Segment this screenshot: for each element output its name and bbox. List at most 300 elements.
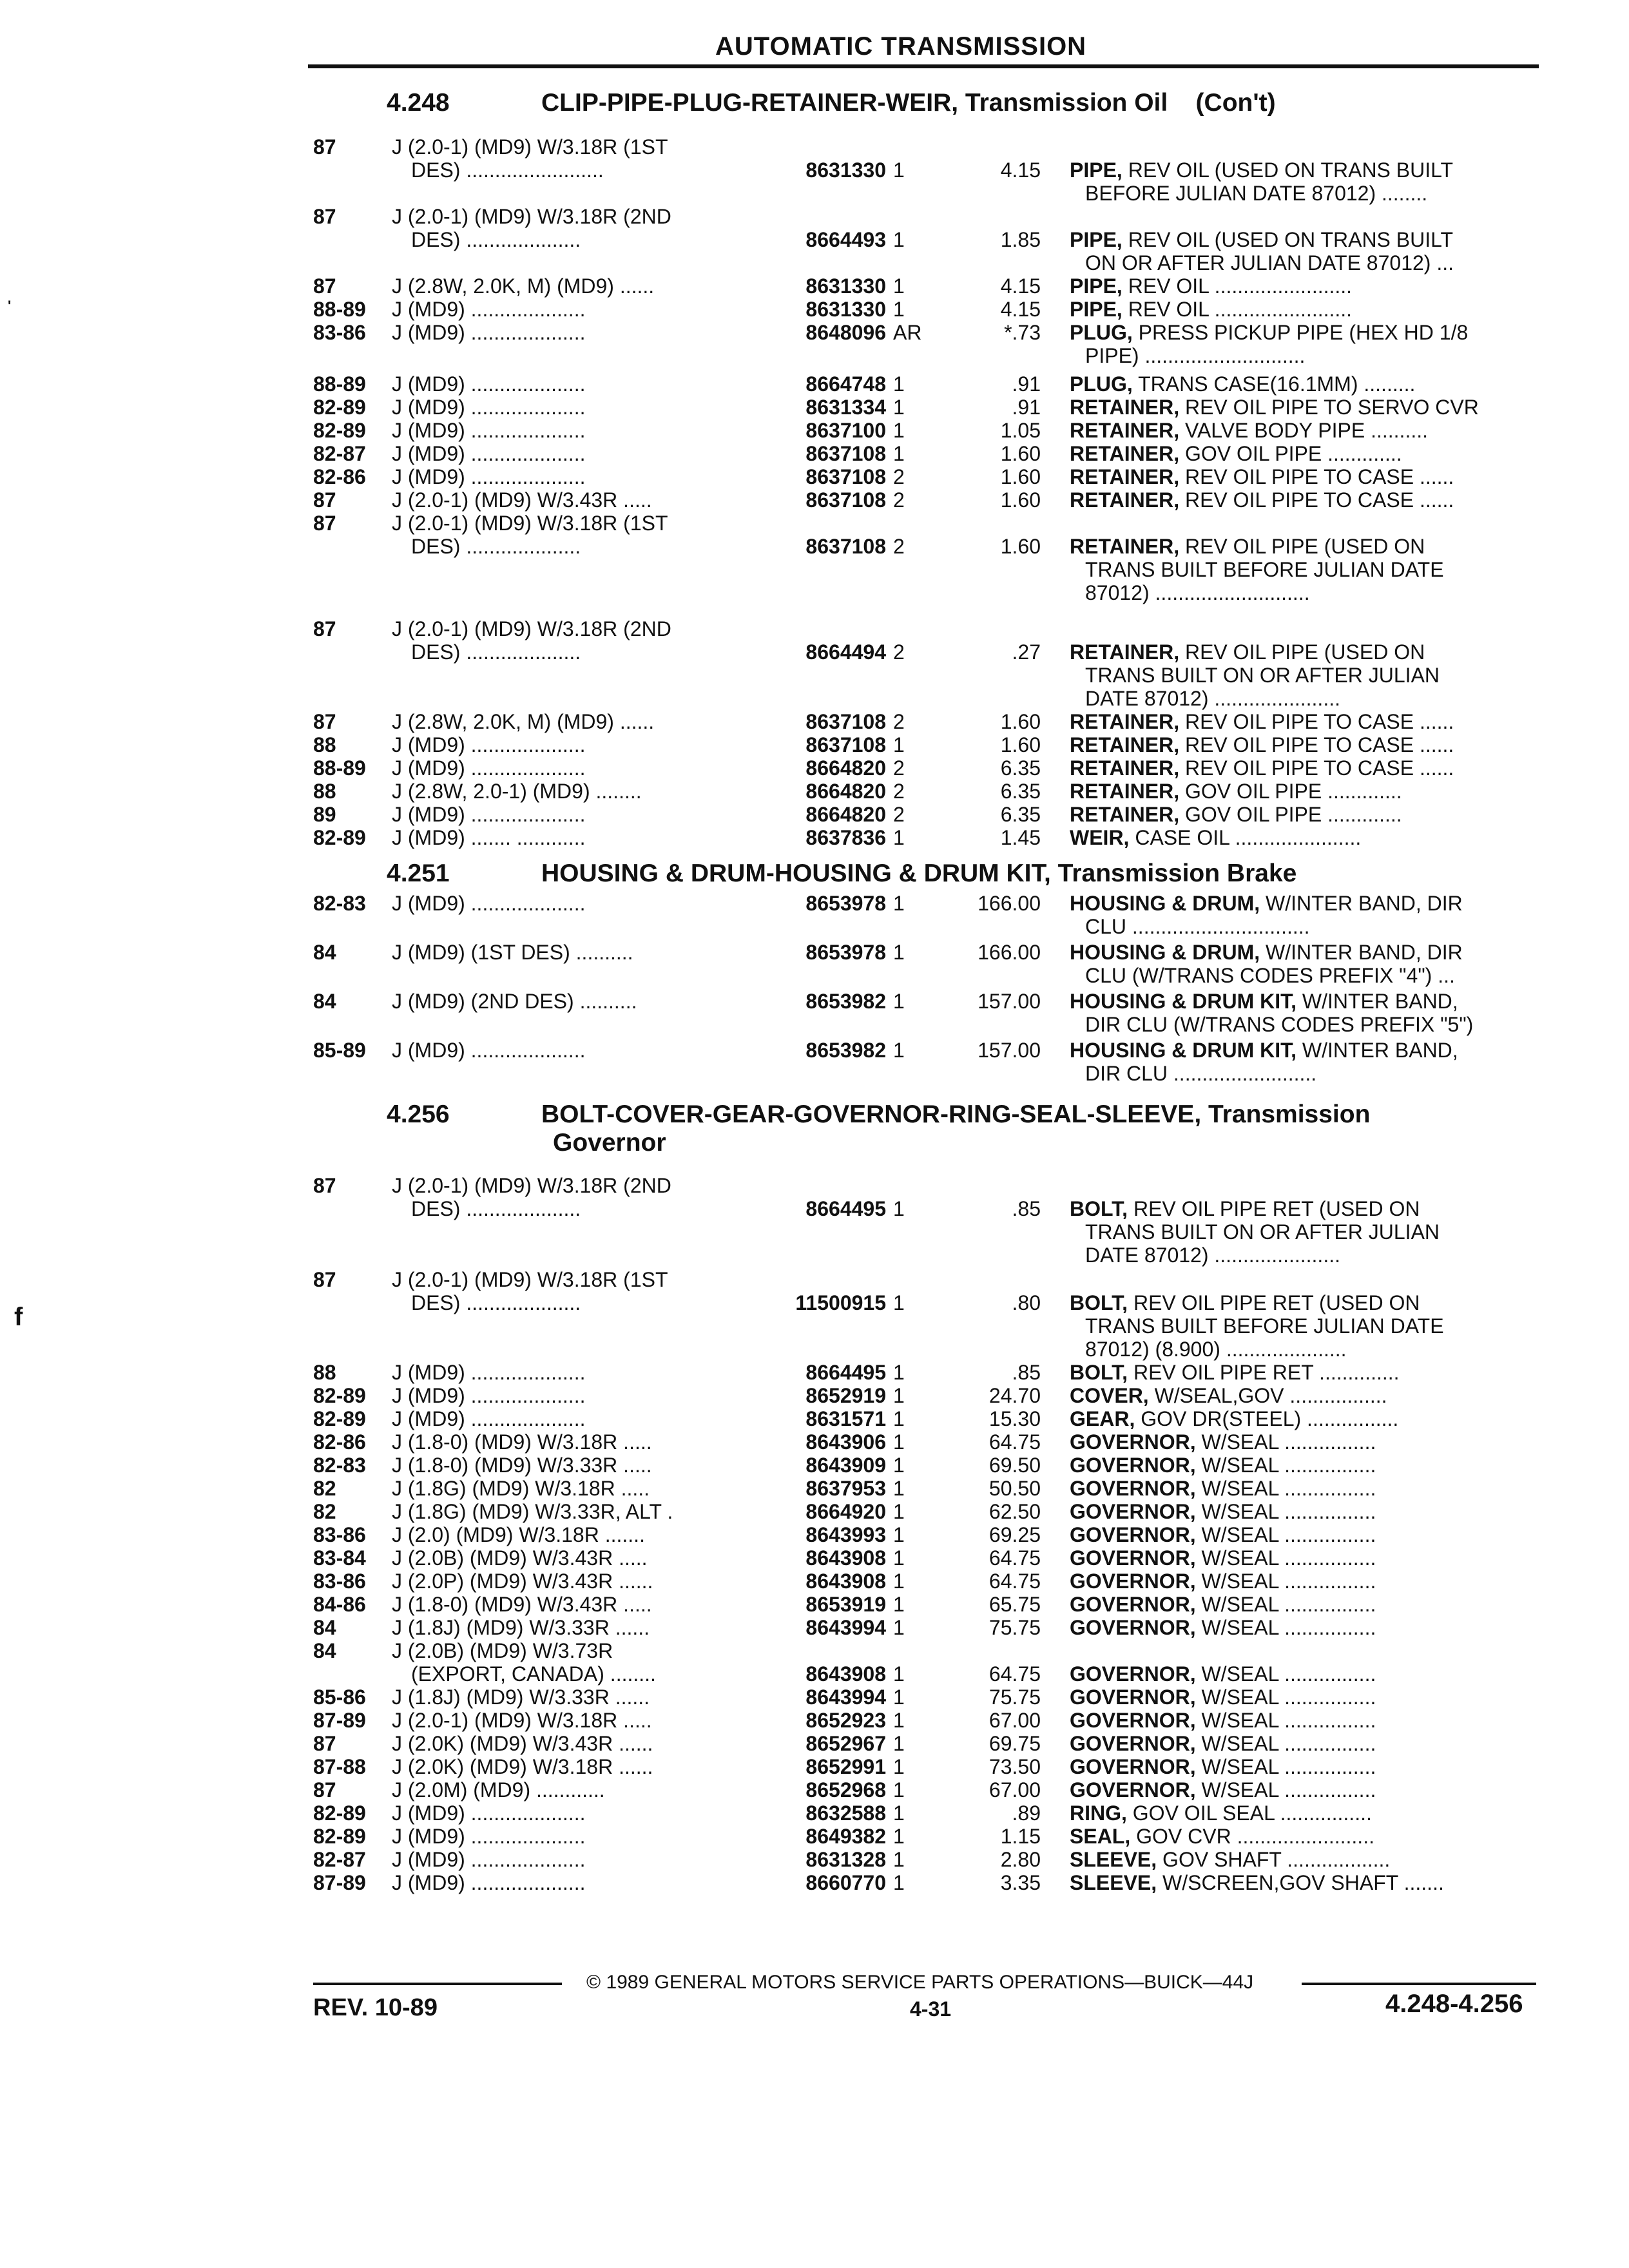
footer-revision: REV. 10-89 [313, 1994, 438, 2021]
description-line-1: REV OIL (USED ON TRANS BUILT [1128, 159, 1454, 182]
part-name: BOLT, [1070, 1291, 1128, 1314]
margin-mark: ' [8, 298, 12, 314]
part-number: 8664820 [805, 756, 886, 780]
section-number: 4.248 [387, 89, 450, 117]
description-line-1: REV OIL PIPE TO CASE ...... [1184, 733, 1454, 756]
model-line-1: J (1.8-0) (MD9) W/3.18R ..... [392, 1430, 652, 1454]
part-description [1070, 780, 1540, 803]
model-line-1: J (2.0P) (MD9) W/3.43R ...... [392, 1570, 653, 1593]
description-line-1: W/SEAL ................ [1201, 1500, 1376, 1523]
model-years: 82-89 [313, 1825, 366, 1848]
part-description [1070, 1384, 1540, 1407]
quantity: 2 [893, 465, 905, 488]
part-name: RETAINER, [1070, 465, 1180, 488]
description-line-1: W/INTER BAND, [1302, 1039, 1458, 1062]
description-line-1: REV OIL PIPE TO CASE ...... [1184, 465, 1454, 488]
part-number: 8664495 [805, 1197, 886, 1220]
part-name: BOLT, [1070, 1197, 1128, 1220]
model-line-1: J (2.8W, 2.0K, M) (MD9) ...... [392, 274, 655, 298]
model-line-1: J (2.0-1) (MD9) W/3.18R (1ST [392, 135, 668, 159]
part-number: 8637108 [805, 465, 886, 488]
price: 67.00 [988, 1778, 1041, 1802]
model-years: 87 [313, 135, 336, 159]
header-rule [308, 64, 1539, 68]
model-line-1: J (2.0-1) (MD9) W/3.18R (2ND [392, 1174, 671, 1197]
description-line-2: BEFORE JULIAN DATE 87012) ........ [1085, 182, 1428, 205]
quantity: 1 [893, 1662, 905, 1686]
model-application [392, 372, 740, 396]
part-number: 8652967 [805, 1732, 886, 1755]
part-name: GOVERNOR, [1070, 1755, 1196, 1778]
model-line-1: J (MD9) .................... [392, 442, 586, 465]
price: 4.15 [1000, 159, 1041, 182]
price: .89 [1012, 1802, 1041, 1825]
description-line-1: CASE OIL ...................... [1135, 826, 1362, 849]
model-line-2: DES) .................... [411, 640, 581, 664]
part-number: 8643908 [805, 1546, 886, 1570]
price: 1.60 [1000, 535, 1041, 558]
part-name: RETAINER, [1070, 396, 1180, 419]
part-name: WEIR, [1070, 826, 1130, 849]
model-line-1: J (MD9) .................... [392, 1848, 586, 1871]
quantity: 1 [893, 1848, 905, 1871]
footer-section-range: 4.248-4.256 [1385, 1990, 1523, 2018]
model-line-1: J (MD9) (1ST DES) .......... [392, 941, 633, 964]
model-years: 87 [313, 617, 336, 640]
model-years: 87 [313, 1174, 336, 1197]
quantity: 1 [893, 298, 905, 321]
model-years: 82-89 [313, 419, 366, 442]
model-years: 82-89 [313, 396, 366, 419]
model-years: 84 [313, 1616, 336, 1639]
part-number: 8643908 [805, 1570, 886, 1593]
part-name: PLUG, [1070, 321, 1133, 344]
quantity: 1 [893, 1778, 905, 1802]
part-name: GOVERNOR, [1070, 1709, 1196, 1732]
part-name: RETAINER, [1070, 419, 1180, 442]
part-number: 8653982 [805, 1039, 886, 1062]
model-application [392, 465, 740, 488]
section-title: BOLT-COVER-GEAR-GOVERNOR-RING-SEAL-SLEEVE, Transmission [541, 1100, 1371, 1128]
model-application [392, 1709, 740, 1732]
model-application [392, 298, 740, 321]
model-application [392, 512, 740, 558]
description-line-1: REV OIL ........................ [1128, 274, 1353, 298]
part-name: GOVERNOR, [1070, 1686, 1196, 1709]
part-description [1070, 1477, 1540, 1500]
footer-copyright: © 1989 GENERAL MOTORS SERVICE PARTS OPERATIONS—BUICK—44J [586, 1972, 1254, 1993]
quantity: 1 [893, 1039, 905, 1062]
model-years: 84 [313, 1639, 336, 1662]
price: 4.15 [1000, 274, 1041, 298]
part-number: 8637836 [805, 826, 886, 849]
part-number: 8631330 [805, 274, 886, 298]
part-number: 8653978 [805, 892, 886, 915]
part-number: 8637100 [805, 419, 886, 442]
quantity: 1 [893, 442, 905, 465]
part-number: 8664748 [805, 372, 886, 396]
model-line-1: J (2.0-1) (MD9) W/3.18R (1ST [392, 1268, 668, 1291]
part-number: 8664920 [805, 1500, 886, 1523]
part-description [1070, 1755, 1540, 1778]
price: 64.75 [988, 1662, 1041, 1686]
price: 166.00 [978, 941, 1041, 964]
part-name: GOVERNOR, [1070, 1454, 1196, 1477]
footer-page-number: 4-31 [910, 1997, 952, 2021]
part-number: 8652919 [805, 1384, 886, 1407]
description-line-1: VALVE BODY PIPE .......... [1184, 419, 1428, 442]
model-application [392, 1174, 740, 1220]
part-name: HOUSING & DRUM, [1070, 941, 1260, 964]
model-years: 82-89 [313, 826, 366, 849]
price: 73.50 [988, 1755, 1041, 1778]
description-line-1: GOV OIL SEAL ................ [1132, 1802, 1372, 1825]
description-line-1: W/SEAL ................ [1201, 1686, 1376, 1709]
footer-rule-left [313, 1983, 562, 1985]
part-number: 8637108 [805, 442, 886, 465]
description-line-1: REV OIL PIPE TO CASE ...... [1184, 756, 1454, 780]
part-description [1070, 372, 1540, 396]
part-number: 8643909 [805, 1454, 886, 1477]
model-application [392, 892, 740, 915]
model-application [392, 780, 740, 803]
model-line-1: J (MD9) .................... [392, 1407, 586, 1430]
description-line-1: REV OIL PIPE TO CASE ...... [1184, 710, 1454, 733]
description-line-1: REV OIL PIPE TO CASE ...... [1184, 488, 1454, 512]
description-line-1: W/SEAL ................ [1201, 1732, 1376, 1755]
price: .85 [1012, 1361, 1041, 1384]
quantity: 1 [893, 1361, 905, 1384]
description-line-1: REV OIL PIPE TO SERVO CVR [1184, 396, 1479, 419]
model-application [392, 488, 740, 512]
part-name: GOVERNOR, [1070, 1523, 1196, 1546]
part-description [1070, 1570, 1540, 1593]
model-application [392, 321, 740, 344]
part-description [1070, 1361, 1540, 1384]
model-line-1: J (MD9) .................... [392, 1039, 586, 1062]
model-line-1: J (2.0-1) (MD9) W/3.18R (2ND [392, 617, 671, 640]
quantity: 1 [893, 159, 905, 182]
part-name: RETAINER, [1070, 535, 1180, 558]
part-description [1070, 1616, 1540, 1639]
part-number: 8637108 [805, 488, 886, 512]
model-years: 88-89 [313, 756, 366, 780]
model-line-1: J (MD9) .................... [392, 756, 586, 780]
model-years: 82 [313, 1477, 336, 1500]
model-years: 84 [313, 941, 336, 964]
part-name: GOVERNOR, [1070, 1546, 1196, 1570]
price: 6.35 [1000, 803, 1041, 826]
quantity: 1 [893, 1755, 905, 1778]
part-description [1070, 1686, 1540, 1709]
part-description [1070, 1430, 1540, 1454]
model-line-1: J (1.8J) (MD9) W/3.33R ...... [392, 1616, 650, 1639]
quantity: 1 [893, 419, 905, 442]
model-application [392, 396, 740, 419]
quantity: 1 [893, 1732, 905, 1755]
description-line-3: 87012) (8.900) ..................... [1085, 1338, 1347, 1361]
part-name: RETAINER, [1070, 640, 1180, 664]
price: 1.60 [1000, 465, 1041, 488]
model-line-2: DES) .................... [411, 228, 581, 251]
quantity: 2 [893, 535, 905, 558]
part-name: HOUSING & DRUM, [1070, 892, 1260, 915]
model-line-1: J (2.0) (MD9) W/3.18R ....... [392, 1523, 645, 1546]
price: 64.75 [988, 1570, 1041, 1593]
part-name: SLEEVE, [1070, 1871, 1157, 1894]
price: 24.70 [988, 1384, 1041, 1407]
description-line-1: TRANS CASE(16.1MM) ......... [1138, 372, 1416, 396]
description-line-1: W/SEAL ................ [1201, 1477, 1376, 1500]
model-years: 82-83 [313, 892, 366, 915]
description-line-2: TRANS BUILT ON OR AFTER JULIAN [1085, 1220, 1440, 1244]
part-name: SEAL, [1070, 1825, 1131, 1848]
model-application [392, 1454, 740, 1477]
part-description [1070, 396, 1540, 419]
description-line-2: CLU ............................... [1085, 915, 1310, 938]
part-description [1070, 1802, 1540, 1825]
model-application [392, 803, 740, 826]
price: 157.00 [978, 1039, 1041, 1062]
part-description [1070, 465, 1540, 488]
part-description [1070, 1523, 1540, 1546]
description-line-1: W/SEAL ................ [1201, 1430, 1376, 1454]
part-number: 8649382 [805, 1825, 886, 1848]
part-name: GOVERNOR, [1070, 1662, 1196, 1686]
part-number: 8664495 [805, 1361, 886, 1384]
model-years: 82-87 [313, 1848, 366, 1871]
quantity: 1 [893, 1593, 905, 1616]
part-name: GOVERNOR, [1070, 1570, 1196, 1593]
part-name: HOUSING & DRUM KIT, [1070, 990, 1296, 1013]
part-name: PIPE, [1070, 274, 1123, 298]
part-number: 8631334 [805, 396, 886, 419]
section-title: HOUSING & DRUM-HOUSING & DRUM KIT, Transmission Brake [541, 860, 1297, 887]
price: 3.35 [1000, 1871, 1041, 1894]
description-line-1: PRESS PICKUP PIPE (HEX HD 1/8 [1138, 321, 1469, 344]
price: 2.80 [1000, 1848, 1041, 1871]
section-heading-4-248 [387, 89, 1276, 117]
part-description [1070, 1039, 1540, 1085]
part-description [1070, 1825, 1540, 1848]
quantity: 1 [893, 1430, 905, 1454]
model-application [392, 1686, 740, 1709]
description-line-1: W/SEAL ................ [1201, 1570, 1376, 1593]
quantity: 1 [893, 1197, 905, 1220]
model-line-2: DES) .................... [411, 1197, 581, 1220]
price: 15.30 [988, 1407, 1041, 1430]
description-line-1: W/SEAL ................ [1201, 1662, 1376, 1686]
part-name: GOVERNOR, [1070, 1732, 1196, 1755]
model-line-1: J (MD9) (2ND DES) .......... [392, 990, 637, 1013]
section-number: 4.251 [387, 860, 450, 887]
description-line-2: CLU (W/TRANS CODES PREFIX "4") ... [1085, 964, 1455, 987]
model-years: 85-89 [313, 1039, 366, 1062]
part-description [1070, 1732, 1540, 1755]
part-name: GOVERNOR, [1070, 1616, 1196, 1639]
model-line-1: J (MD9) .................... [392, 1802, 586, 1825]
description-line-1: W/SEAL ................ [1201, 1755, 1376, 1778]
part-description [1070, 710, 1540, 733]
description-line-1: W/INTER BAND, [1302, 990, 1458, 1013]
model-years: 84 [313, 990, 336, 1013]
quantity: AR [893, 321, 922, 344]
part-number: 8631328 [805, 1848, 886, 1871]
model-years: 88 [313, 733, 336, 756]
model-application [392, 419, 740, 442]
part-description [1070, 1662, 1540, 1686]
quantity: 2 [893, 803, 905, 826]
price: .91 [1012, 372, 1041, 396]
model-application [392, 1523, 740, 1546]
model-line-1: J (2.0M) (MD9) ............ [392, 1778, 605, 1802]
model-line-1: J (2.0-1) (MD9) W/3.18R (1ST [392, 512, 668, 535]
part-description [1070, 321, 1540, 367]
part-description [1070, 941, 1540, 987]
quantity: 1 [893, 1454, 905, 1477]
section-heading-4-251 [387, 860, 1296, 888]
model-application [392, 1802, 740, 1825]
part-description [1070, 803, 1540, 826]
model-years: 88-89 [313, 372, 366, 396]
quantity: 1 [893, 1523, 905, 1546]
description-line-1: W/SEAL ................ [1201, 1593, 1376, 1616]
model-line-1: J (2.0K) (MD9) W/3.43R ...... [392, 1732, 653, 1755]
model-years: 87-88 [313, 1755, 366, 1778]
description-line-1: W/SEAL ................ [1201, 1523, 1376, 1546]
model-years: 87 [313, 205, 336, 228]
part-description [1070, 1407, 1540, 1430]
description-line-1: W/INTER BAND, DIR [1266, 892, 1463, 915]
part-number: 8664494 [805, 640, 886, 664]
part-description [1070, 1871, 1540, 1894]
part-number: 11500915 [795, 1291, 886, 1314]
part-name: RETAINER, [1070, 488, 1180, 512]
part-description [1070, 640, 1540, 710]
price: 6.35 [1000, 756, 1041, 780]
model-years: 82-89 [313, 1802, 366, 1825]
part-number: 8643908 [805, 1662, 886, 1686]
price: 69.50 [988, 1454, 1041, 1477]
description-line-1: REV OIL PIPE (USED ON [1184, 535, 1425, 558]
model-application [392, 756, 740, 780]
quantity: 2 [893, 710, 905, 733]
model-line-1: J (MD9) .................... [392, 372, 586, 396]
quantity: 2 [893, 756, 905, 780]
description-line-1: W/SEAL ................ [1201, 1546, 1376, 1570]
price: *.73 [1004, 321, 1041, 344]
quantity: 1 [893, 1500, 905, 1523]
price: 75.75 [988, 1616, 1041, 1639]
price: 69.75 [988, 1732, 1041, 1755]
model-line-1: J (2.0-1) (MD9) W/3.18R (2ND [392, 205, 671, 228]
model-line-1: J (2.0B) (MD9) W/3.73R [392, 1639, 613, 1662]
quantity: 1 [893, 1407, 905, 1430]
section-heading-4-256 [387, 1100, 1370, 1129]
model-line-1: J (MD9) .................... [392, 1825, 586, 1848]
part-number: 8637108 [805, 733, 886, 756]
part-description [1070, 228, 1540, 274]
model-years: 87 [313, 1732, 336, 1755]
description-line-1: REV OIL PIPE RET .............. [1133, 1361, 1400, 1384]
model-line-1: J (MD9) .................... [392, 321, 586, 344]
part-number: 8643993 [805, 1523, 886, 1546]
part-name: PIPE, [1070, 228, 1123, 251]
price: 166.00 [978, 892, 1041, 915]
part-name: GOVERNOR, [1070, 1593, 1196, 1616]
description-line-2: TRANS BUILT BEFORE JULIAN DATE [1085, 558, 1444, 581]
part-name: GOVERNOR, [1070, 1430, 1196, 1454]
part-number: 8631330 [805, 159, 886, 182]
quantity: 1 [893, 396, 905, 419]
model-application [392, 1755, 740, 1778]
section-title: CLIP-PIPE-PLUG-RETAINER-WEIR, Transmission Oil [541, 89, 1168, 117]
part-number: 8643994 [805, 1616, 886, 1639]
model-years: 84-86 [313, 1593, 366, 1616]
description-line-2: DIR CLU ......................... [1085, 1062, 1317, 1085]
price: 64.75 [988, 1430, 1041, 1454]
model-years: 83-86 [313, 321, 366, 344]
model-application [392, 1430, 740, 1454]
quantity: 1 [893, 1477, 905, 1500]
quantity: 1 [893, 228, 905, 251]
model-line-1: J (MD9) .................... [392, 892, 586, 915]
quantity: 1 [893, 990, 905, 1013]
part-number: 8653982 [805, 990, 886, 1013]
quantity: 2 [893, 780, 905, 803]
model-application [392, 1732, 740, 1755]
quantity: 1 [893, 1616, 905, 1639]
price: 157.00 [978, 990, 1041, 1013]
model-application [392, 617, 740, 664]
model-years: 82-83 [313, 1454, 366, 1477]
price: 69.25 [988, 1523, 1041, 1546]
price: 6.35 [1000, 780, 1041, 803]
part-description [1070, 1709, 1540, 1732]
part-number: 8632588 [805, 1802, 886, 1825]
description-line-1: W/SEAL ................ [1201, 1709, 1376, 1732]
model-line-1: J (2.8W, 2.0K, M) (MD9) ...... [392, 710, 655, 733]
part-name: RETAINER, [1070, 780, 1180, 803]
part-name: PIPE, [1070, 159, 1123, 182]
model-application [392, 1871, 740, 1894]
model-line-1: J (1.8-0) (MD9) W/3.33R ..... [392, 1454, 652, 1477]
part-description [1070, 1593, 1540, 1616]
description-line-3: DATE 87012) ...................... [1085, 1244, 1340, 1267]
description-line-1: W/SEAL ................ [1201, 1778, 1376, 1802]
model-application [392, 274, 740, 298]
part-description [1070, 159, 1540, 205]
section-title-continued: Governor [553, 1129, 666, 1157]
model-application [392, 1500, 740, 1523]
model-line-1: J (MD9) .................... [392, 465, 586, 488]
model-line-1: J (2.0-1) (MD9) W/3.18R ..... [392, 1709, 652, 1732]
model-application [392, 205, 740, 251]
quantity: 1 [893, 1686, 905, 1709]
price: 4.15 [1000, 298, 1041, 321]
model-years: 83-84 [313, 1546, 366, 1570]
model-line-1: J (1.8J) (MD9) W/3.33R ...... [392, 1686, 650, 1709]
price: 65.75 [988, 1593, 1041, 1616]
model-years: 88-89 [313, 298, 366, 321]
price: 1.85 [1000, 228, 1041, 251]
model-line-1: J (1.8-0) (MD9) W/3.43R ..... [392, 1593, 652, 1616]
part-number: 8653978 [805, 941, 886, 964]
model-line-1: J (MD9) .................... [392, 733, 586, 756]
description-line-1: W/SEAL,GOV ................. [1154, 1384, 1387, 1407]
price: .85 [1012, 1197, 1041, 1220]
model-years: 82-86 [313, 465, 366, 488]
